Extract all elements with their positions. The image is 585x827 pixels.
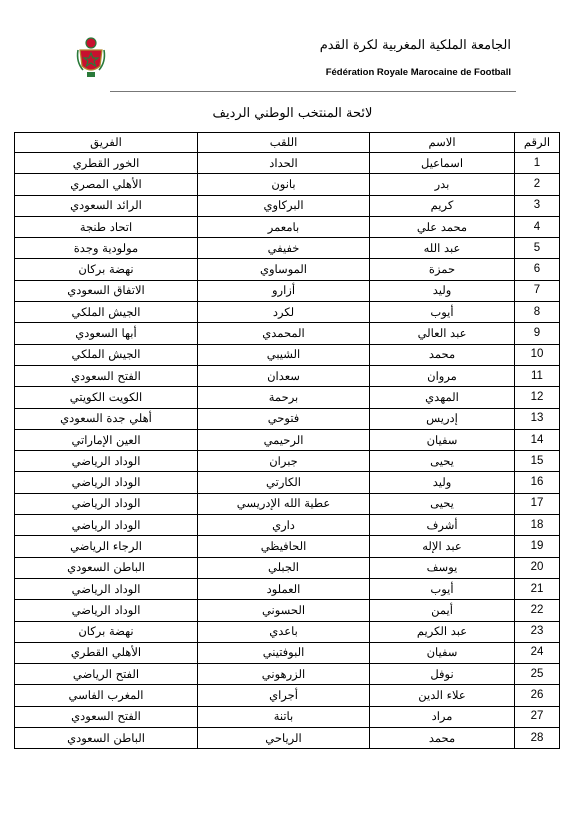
- player-first-name: وليد: [370, 280, 515, 301]
- player-last-name: البركاوي: [198, 195, 370, 216]
- player-number: 10: [515, 344, 560, 365]
- player-first-name: كريم: [370, 195, 515, 216]
- player-first-name: حمزة: [370, 259, 515, 280]
- player-number: 6: [515, 259, 560, 280]
- column-header-last-name: اللقب: [198, 133, 370, 153]
- player-first-name: أيوب: [370, 302, 515, 323]
- table-row: [15, 195, 560, 216]
- player-last-name: الشيبي: [198, 344, 370, 365]
- table-row: [15, 515, 560, 536]
- player-first-name: عبد العالي: [370, 323, 515, 344]
- player-first-name: عبد الإله: [370, 536, 515, 557]
- player-team: العين الإماراتي: [15, 429, 198, 450]
- player-team: الرجاء الرياضي: [15, 536, 198, 557]
- player-number: 9: [515, 323, 560, 344]
- player-first-name: سفيان: [370, 642, 515, 663]
- player-last-name: عطية الله الإدريسي: [198, 493, 370, 514]
- player-last-name: الحافيظي: [198, 536, 370, 557]
- player-number: 2: [515, 174, 560, 195]
- player-last-name: البوفتيني: [198, 642, 370, 663]
- player-first-name: مروان: [370, 365, 515, 386]
- player-number: 4: [515, 216, 560, 237]
- column-header-team: الفريق: [15, 133, 198, 153]
- table-row: [15, 706, 560, 727]
- player-first-name: وليد: [370, 472, 515, 493]
- player-team: الوداد الرياضي: [15, 515, 198, 536]
- player-first-name: المهدي: [370, 387, 515, 408]
- squad-table: [14, 132, 560, 749]
- document-title: لائحة المنتخب الوطني الرديف: [212, 106, 373, 121]
- table-row: [15, 174, 560, 195]
- player-team: الجيش الملكي: [15, 302, 198, 323]
- player-first-name: عبد الكريم: [370, 621, 515, 642]
- table-row: [15, 344, 560, 365]
- table-row: [15, 365, 560, 386]
- player-team: أبها السعودي: [15, 323, 198, 344]
- frmf-crest-icon: [74, 36, 108, 78]
- player-number: 21: [515, 578, 560, 599]
- player-number: 14: [515, 429, 560, 450]
- player-first-name: عبد الله: [370, 238, 515, 259]
- player-number: 19: [515, 536, 560, 557]
- table-row: [15, 451, 560, 472]
- player-team: الاتفاق السعودي: [15, 280, 198, 301]
- table-row: [15, 216, 560, 237]
- table-row: [15, 493, 560, 514]
- player-last-name: الرياحي: [198, 728, 370, 749]
- table-row: [15, 578, 560, 599]
- table-row: [15, 153, 560, 174]
- header-divider: [110, 91, 516, 92]
- player-number: 26: [515, 685, 560, 706]
- player-team: الوداد الرياضي: [15, 451, 198, 472]
- table-row: [15, 280, 560, 301]
- player-first-name: مراد: [370, 706, 515, 727]
- player-team: اتحاد طنجة: [15, 216, 198, 237]
- player-team: الأهلي القطري: [15, 642, 198, 663]
- player-first-name: يحيى: [370, 493, 515, 514]
- player-last-name: داري: [198, 515, 370, 536]
- player-first-name: يحيى: [370, 451, 515, 472]
- player-last-name: برحمة: [198, 387, 370, 408]
- player-first-name: محمد: [370, 344, 515, 365]
- table-row: [15, 600, 560, 621]
- player-first-name: أيمن: [370, 600, 515, 621]
- player-number: 20: [515, 557, 560, 578]
- table-row: [15, 642, 560, 663]
- player-last-name: الزرهوني: [198, 664, 370, 685]
- column-header-first-name: الاسم: [370, 133, 515, 153]
- player-first-name: نوفل: [370, 664, 515, 685]
- player-last-name: لكرد: [198, 302, 370, 323]
- player-team: الباطن السعودي: [15, 557, 198, 578]
- player-number: 24: [515, 642, 560, 663]
- player-first-name: أيوب: [370, 578, 515, 599]
- player-team: الأهلي المصري: [15, 174, 198, 195]
- player-number: 16: [515, 472, 560, 493]
- player-last-name: باتنة: [198, 706, 370, 727]
- player-number: 25: [515, 664, 560, 685]
- player-team: الوداد الرياضي: [15, 578, 198, 599]
- table-row: [15, 728, 560, 749]
- player-number: 27: [515, 706, 560, 727]
- player-team: الكويت الكويتي: [15, 387, 198, 408]
- table-row: [15, 238, 560, 259]
- table-header-row: [15, 133, 560, 153]
- player-team: أهلي جدة السعودي: [15, 408, 198, 429]
- player-team: الباطن السعودي: [15, 728, 198, 749]
- player-team: الوداد الرياضي: [15, 472, 198, 493]
- player-number: 23: [515, 621, 560, 642]
- player-first-name: إدريس: [370, 408, 515, 429]
- table-row: [15, 685, 560, 706]
- table-row: [15, 429, 560, 450]
- table-row: [15, 259, 560, 280]
- player-first-name: محمد علي: [370, 216, 515, 237]
- player-number: 1: [515, 153, 560, 174]
- player-number: 13: [515, 408, 560, 429]
- table-row: [15, 664, 560, 685]
- player-team: الجيش الملكي: [15, 344, 198, 365]
- player-team: الوداد الرياضي: [15, 600, 198, 621]
- federation-name-arabic: الجامعة الملكية المغربية لكرة القدم: [319, 38, 511, 53]
- player-team: الفتح السعودي: [15, 365, 198, 386]
- player-last-name: أزارو: [198, 280, 370, 301]
- table-row: [15, 387, 560, 408]
- player-last-name: فتوحي: [198, 408, 370, 429]
- player-team: الرائد السعودي: [15, 195, 198, 216]
- player-last-name: الجبلي: [198, 557, 370, 578]
- player-first-name: أشرف: [370, 515, 515, 536]
- player-last-name: الكارتي: [198, 472, 370, 493]
- player-first-name: علاء الدين: [370, 685, 515, 706]
- player-number: 11: [515, 365, 560, 386]
- player-last-name: المحمدي: [198, 323, 370, 344]
- table-row: [15, 536, 560, 557]
- player-number: 7: [515, 280, 560, 301]
- player-last-name: أجراي: [198, 685, 370, 706]
- player-first-name: بدر: [370, 174, 515, 195]
- player-last-name: بامعمر: [198, 216, 370, 237]
- table-row: [15, 621, 560, 642]
- player-last-name: جبران: [198, 451, 370, 472]
- column-header-number: الرقم: [515, 133, 560, 153]
- table-row: [15, 302, 560, 323]
- player-last-name: الموساوي: [198, 259, 370, 280]
- player-first-name: يوسف: [370, 557, 515, 578]
- player-last-name: بانون: [198, 174, 370, 195]
- player-number: 18: [515, 515, 560, 536]
- player-number: 12: [515, 387, 560, 408]
- player-team: الوداد الرياضي: [15, 493, 198, 514]
- player-team: الفتح الرياضي: [15, 664, 198, 685]
- player-number: 22: [515, 600, 560, 621]
- player-number: 8: [515, 302, 560, 323]
- federation-name-french: Fédération Royale Marocaine de Football: [325, 67, 511, 78]
- player-team: الخور القطري: [15, 153, 198, 174]
- player-number: 3: [515, 195, 560, 216]
- player-first-name: محمد: [370, 728, 515, 749]
- player-number: 5: [515, 238, 560, 259]
- player-last-name: خفيفي: [198, 238, 370, 259]
- player-number: 15: [515, 451, 560, 472]
- player-first-name: سفيان: [370, 429, 515, 450]
- table-row: [15, 408, 560, 429]
- player-number: 28: [515, 728, 560, 749]
- player-last-name: باعدي: [198, 621, 370, 642]
- table-row: [15, 323, 560, 344]
- player-last-name: الحداد: [198, 153, 370, 174]
- player-team: الفتح السعودي: [15, 706, 198, 727]
- player-team: المغرب الفاسي: [15, 685, 198, 706]
- player-last-name: الحسوني: [198, 600, 370, 621]
- player-last-name: سعدان: [198, 365, 370, 386]
- player-first-name: اسماعيل: [370, 153, 515, 174]
- player-last-name: العملود: [198, 578, 370, 599]
- player-team: مولودية وجدة: [15, 238, 198, 259]
- table-row: [15, 557, 560, 578]
- table-row: [15, 472, 560, 493]
- player-last-name: الرحيمي: [198, 429, 370, 450]
- player-team: نهضة بركان: [15, 259, 198, 280]
- player-number: 17: [515, 493, 560, 514]
- player-team: نهضة بركان: [15, 621, 198, 642]
